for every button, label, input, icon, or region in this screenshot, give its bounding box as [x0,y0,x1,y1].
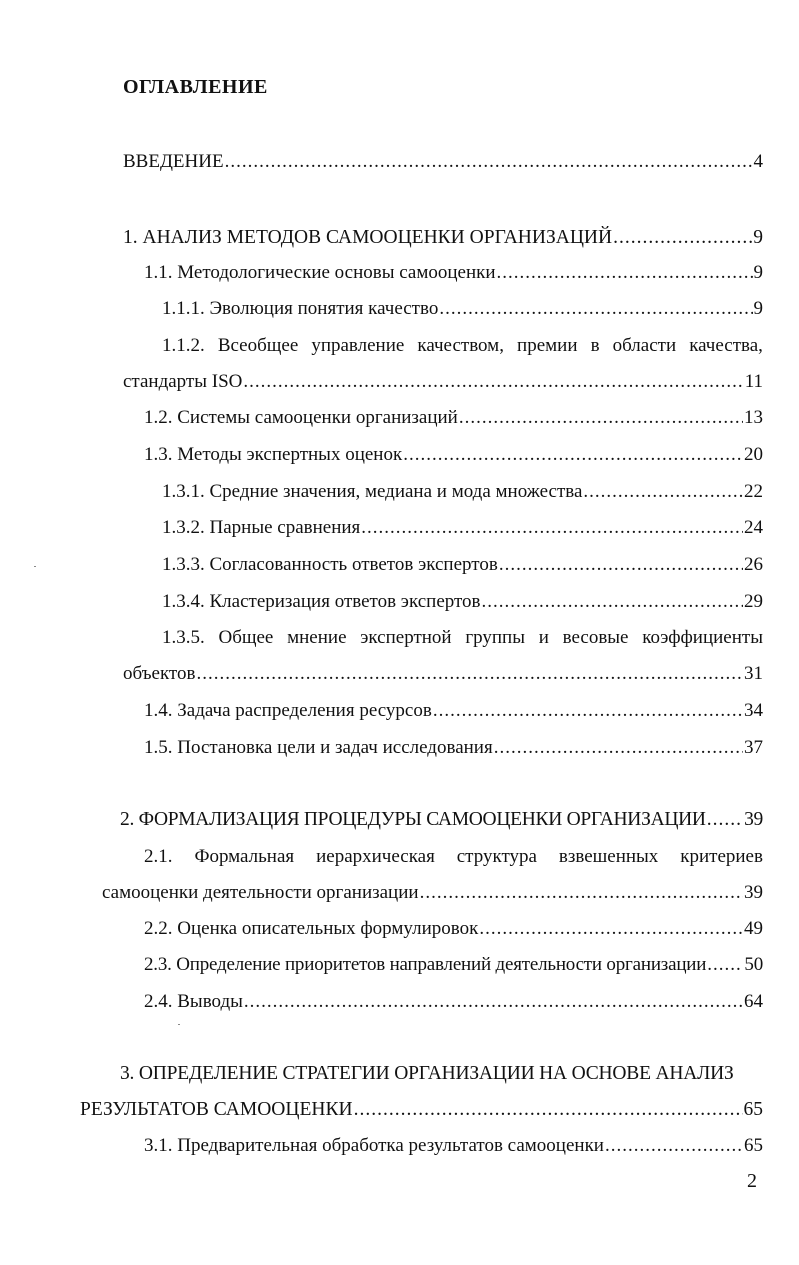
toc-entry-title: самооценки деятельности организации [102,882,419,903]
toc-word: и [538,627,549,648]
toc-entry-1-3 [144,443,763,467]
toc-entry-3-1 [144,1134,763,1158]
toc-entry-title: 1.1. Методологические основы самооценки [144,262,496,283]
toc-entry-page: 20 [744,444,763,465]
toc-entry-title: 1.3.1. Средние значения, медиана и мода множества [162,481,583,502]
toc-entry-1-3-3 [162,553,763,577]
toc-leader-dots [497,261,753,285]
toc-leader-dots [583,480,743,504]
toc-word: весовые [562,627,629,648]
toc-entry-title: 1.1.1. Эволюция понятия качество [162,298,439,319]
toc-entry-title: 1.3. Методы экспертных оценок [144,444,403,465]
toc-word: иерархическая [316,846,435,867]
toc-entry-intro [123,150,763,174]
toc-word: Формальная [194,846,295,867]
toc-leader-dots [494,736,743,760]
toc-entry-title: 3.1. Предварительная обработка результатов самооценки [144,1135,604,1156]
toc-entry-title: 2.4. Выводы [144,991,243,1012]
toc-entry-title: 2.3. Определение приоритетов направлений деятельности организации [144,954,707,975]
toc-word: критериев [680,846,763,867]
toc-entry-page: 4 [753,151,763,172]
toc-leader-dots [196,662,743,686]
toc-entry-title: стандарты ISO [123,371,243,392]
toc-leader-dots [605,1134,743,1158]
scan-speck [34,566,36,567]
toc-entry-page: 34 [744,700,763,721]
toc-entry-1-3-1 [162,480,763,504]
toc-word: в [590,335,600,356]
toc-entry-page: 64 [744,991,763,1012]
toc-entry-page: 11 [744,371,763,392]
toc-entry-title: РЕЗУЛЬТАТОВ САМООЦЕНКИ [80,1099,353,1120]
toc-entry-title: ВВЕДЕНИЕ [123,151,224,172]
toc-entry-page: 39 [744,882,763,903]
toc-entry-1-5 [144,736,763,760]
toc-leader-dots [225,150,753,174]
toc-entry-2-4 [144,990,763,1014]
toc-entry-page: 29 [744,591,763,612]
toc-entry-title: 2.2. Оценка описательных формулировок [144,918,479,939]
toc-leader-dots [479,917,743,941]
toc-entry-title: 1.2. Системы самооценки организаций [144,407,458,428]
toc-entry-page: 22 [744,481,763,502]
toc-entry-page: 31 [744,663,763,684]
toc-word: 1.3.5. [162,627,205,648]
toc-entry-1-2 [144,406,763,430]
toc-heading: ОГЛАВЛЕНИЕ [123,76,268,98]
toc-word: коэффициенты [642,627,763,648]
toc-leader-dots [420,881,743,905]
toc-entry-page: 50 [744,954,763,975]
toc-entry-page: 65 [743,1099,763,1120]
toc-word: премии [517,335,578,356]
toc-entry-1-1-1 [162,297,763,321]
toc-word: 2.1. [144,846,173,867]
toc-word: управление [311,335,405,356]
toc-word: качества, [689,335,763,356]
toc-entry-1-3-5-line1 [162,626,763,650]
toc-leader-dots [613,226,752,250]
toc-entry-1-1-2-line1 [162,334,763,358]
toc-word: 1.1.2. [162,335,205,356]
toc-entry-title: 3. ОПРЕДЕЛЕНИЕ СТРАТЕГИИ ОРГАНИЗАЦИИ НА ОСНОВЕ АНАЛИЗ [120,1063,734,1084]
toc-entry-chapter-3-line2 [80,1098,763,1122]
toc-entry-page: 65 [744,1135,763,1156]
toc-word: качеством, [417,335,504,356]
page-number: 2 [747,1170,757,1192]
toc-entry-title: 1. АНАЛИЗ МЕТОДОВ САМООЦЕНКИ ОРГАНИЗАЦИЙ [123,227,613,248]
toc-entry-1-1-2-line2 [123,370,763,394]
toc-entry-page: 9 [753,227,763,248]
toc-word: группы [465,627,525,648]
toc-leader-dots [354,1098,743,1122]
toc-entry-title: объектов [123,663,196,684]
toc-leader-dots [707,953,743,977]
toc-entry-chapter-3-line1 [120,1062,763,1086]
toc-entry-title: 1.3.3. Согласованность ответов экспертов [162,554,498,575]
toc-entry-page: 24 [744,517,763,538]
toc-leader-dots [482,590,743,614]
toc-entry-title: 1.3.2. Парные сравнения [162,517,361,538]
toc-word: структура [456,846,537,867]
toc-entry-title: 1.3.4. Кластеризация ответов экспертов [162,591,481,612]
toc-word: мнение [287,627,347,648]
toc-entry-2-1-line1 [144,845,763,869]
toc-entry-page: 26 [744,554,763,575]
toc-entry-1-4 [144,699,763,723]
toc-entry-chapter-2 [120,808,763,832]
toc-entry-2-2 [144,917,763,941]
toc-entry-1-3-4 [162,590,763,614]
toc-entry-title: 1.5. Постановка цели и задач исследования [144,737,493,758]
toc-entry-title: 2. ФОРМАЛИЗАЦИЯ ПРОЦЕДУРЫ САМООЦЕНКИ ОРГАНИЗАЦИИ [120,809,706,830]
toc-leader-dots [439,297,752,321]
toc-leader-dots [459,406,743,430]
toc-entry-page: 39 [744,809,763,830]
toc-entry-page: 13 [744,407,763,428]
toc-entry-page: 9 [753,298,763,319]
toc-leader-dots [707,808,743,832]
toc-entry-2-1-line2 [102,881,763,905]
toc-entry-1-3-5-line2 [123,662,763,686]
toc-leader-dots [244,990,743,1014]
toc-entry-page: 37 [744,737,763,758]
toc-leader-dots [361,516,743,540]
toc-entry-chapter-1 [123,226,763,250]
toc-word: области [612,335,677,356]
toc-word: взвешенных [558,846,659,867]
toc-leader-dots [499,553,743,577]
toc-leader-dots [403,443,743,467]
toc-word: экспертной [360,627,452,648]
toc-word: Всеобщее [217,335,299,356]
toc-word: Общее [218,627,274,648]
toc-leader-dots [433,699,743,723]
toc-entry-1-3-2 [162,516,763,540]
toc-entry-title: 1.4. Задача распределения ресурсов [144,700,432,721]
toc-entry-1-1 [144,261,763,285]
toc-entry-page: 9 [753,262,763,283]
toc-entry-2-3 [144,953,763,977]
toc-entry-page: 49 [744,918,763,939]
scan-speck [178,1024,180,1025]
toc-leader-dots [243,370,743,394]
